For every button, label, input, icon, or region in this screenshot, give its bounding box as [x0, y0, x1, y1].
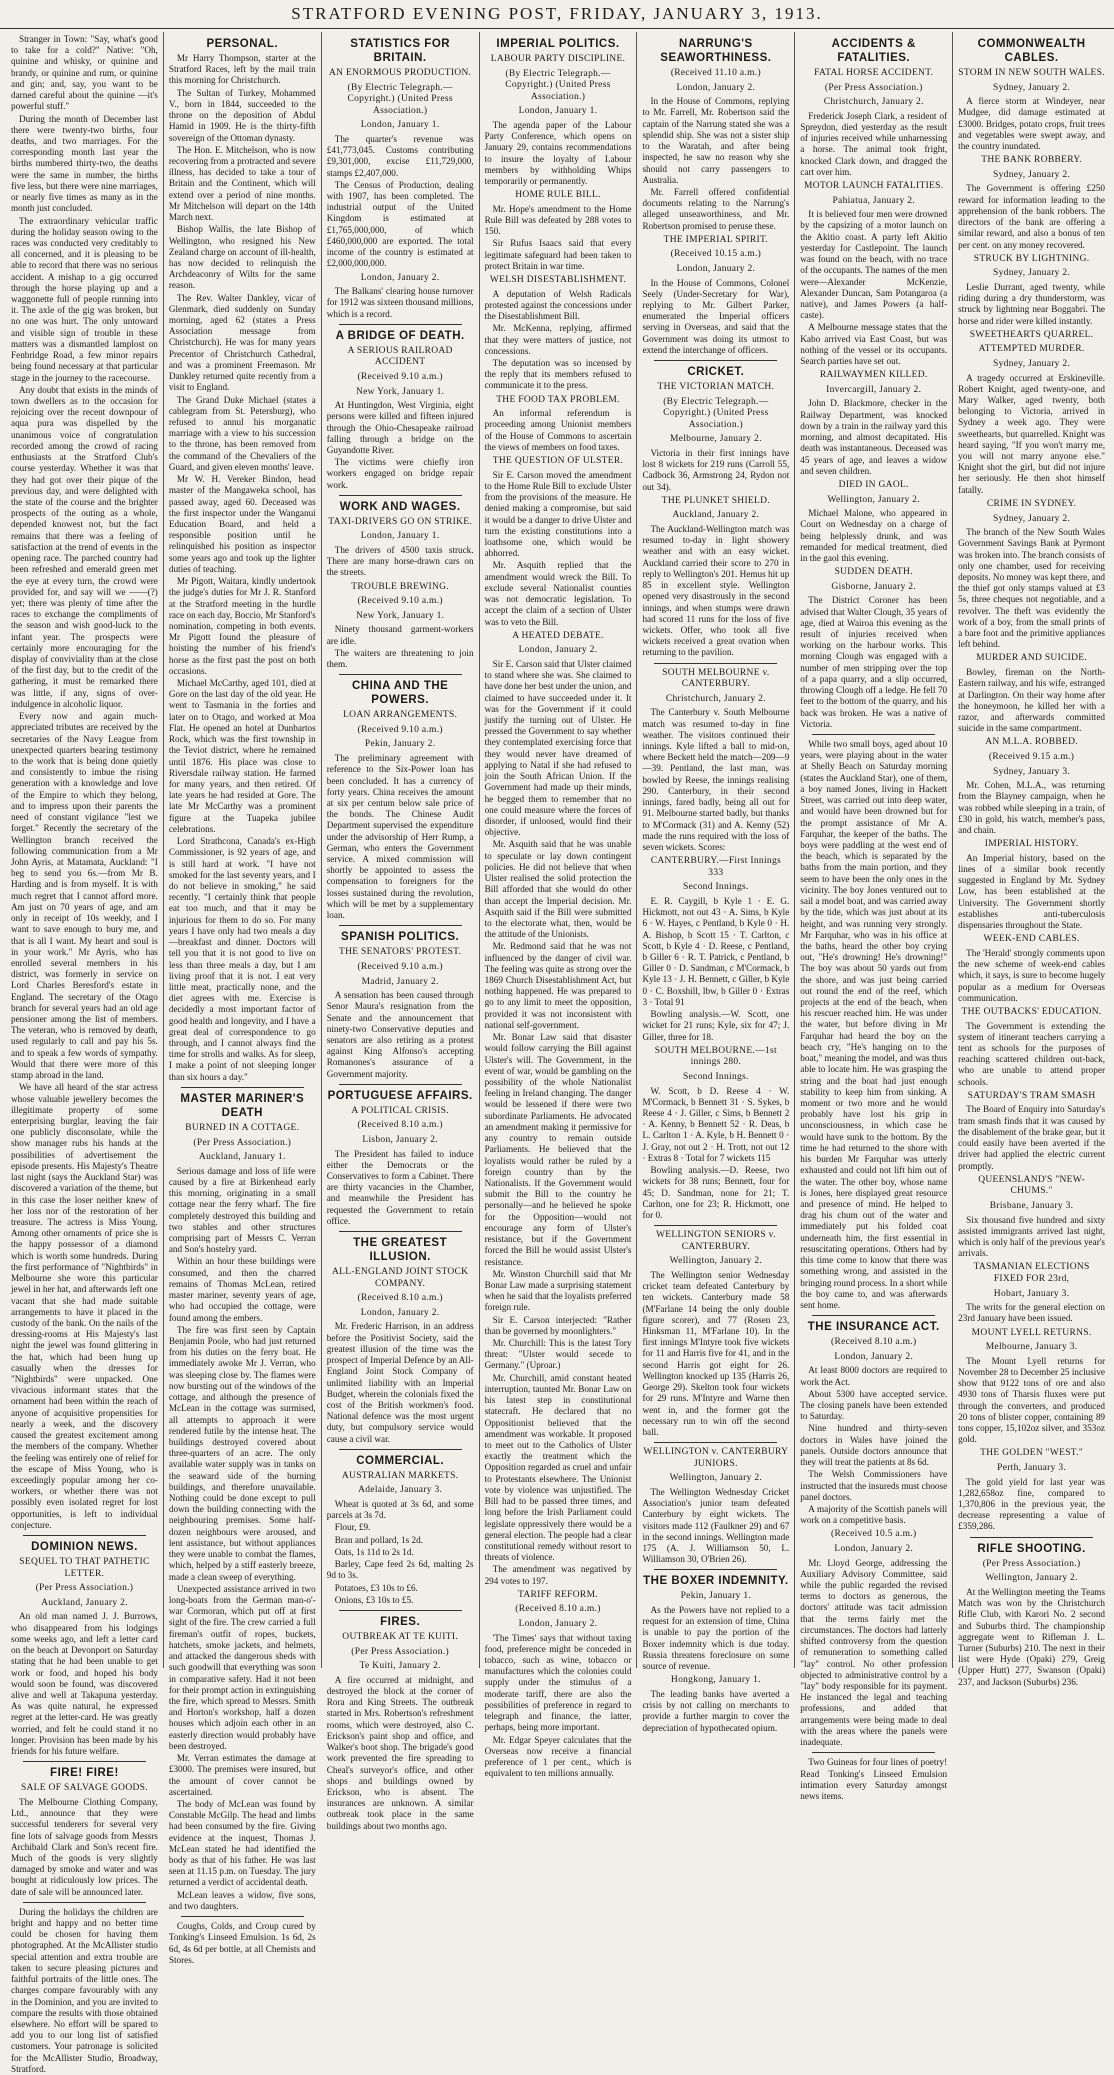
article-paragraph: Mr. Frederic Harrison, in an address before the Positivist Society, said the greatest illusion of the time was the prospect of Imperial Defence by an All-England Joint Stock Company of unlimited liability with an Imperial Budget, wherein the colonials fixed the cost of the British workmen's food. National defence was the most urgent duty, but compulsory service would cause a civil war. — [326, 1321, 474, 1444]
article-paragraph: Mr. Verran estimates the damage at £3000. The premises were insured, but the amount of cover cannot be ascertained. — [168, 1753, 316, 1797]
section-subheading: (Received 8.10 a.m.) — [357, 1293, 443, 1304]
article-paragraph: The Mount Lyell returns for November 28 to December 25 inclusive show that 9122 tons of ore and also 4930 tons of Tharsis fluxes were put through the converters, and produced 20 tons of blister copper, containing 89 tons copper, 15,102oz silver, and 353oz gold. — [958, 1355, 1106, 1445]
section-subheading: Sydney, January 3. — [993, 766, 1071, 777]
section-subheading: London, January 1. — [360, 120, 440, 131]
article-paragraph: The preliminary agreement with reference to the Six-Power loan has been concluded. It has a currency of forty years. China receives the amount at six per centum below sale price of the bonds. The Chinese Audit Department supervised the expenditure under the advisorship of Herr Rump, a German, who enters the Government service. A mixed commission will shortly be appointed to assess the compensation to foreigners for the losses sustained during the revolution, which will be met by a supplementary loan. — [326, 753, 474, 921]
section-subheading: Brisbane, January 3. — [989, 1200, 1074, 1211]
section-headline: THE BOXER INDEMNITY. — [643, 1575, 789, 1588]
section-subheading: Sydney, January 2. — [993, 169, 1071, 180]
column-2 — [163, 32, 321, 1965]
article-paragraph: Oats, 1s 11d to 2s 1d. — [334, 1546, 414, 1557]
section-headline: PORTUGUESE AFFAIRS. — [327, 1089, 473, 1102]
article-paragraph: It is believed four men were drowned by the capsizing of a motor launch on the Akitio coast. A party left Akitio yesterday for Castlepoint. The launch was found on the beach, with no trace of the occupants. The names of the men were—Alexander McKenzie, Alexander Duncan, Sam Potangaroa (a native), and James Powers (a half-caste). — [800, 209, 948, 321]
section-subheading: London, January 2. — [834, 1543, 914, 1554]
column-divider-rule — [339, 1449, 462, 1450]
section-subheading: SOUTH MELBOURNE v. CANTERBURY. — [662, 667, 770, 690]
article-paragraph: Within an hour these buildings were consumed, and then the charred remains of Thomas McLean, retired master mariner, seventy years of age, who had occupied the cottage, were found among the embers. — [168, 1256, 316, 1323]
column-4 — [479, 32, 637, 1779]
columns — [6, 32, 1110, 2074]
section-subheading: BURNED IN A COTTAGE. — [185, 1122, 300, 1133]
article-paragraph: Mr. Farrell offered confidential documents relating to the Narrung's alleged unseaworthiness, and Mr. Robertson promised to peruse these. — [642, 186, 790, 231]
section-subheading: WELLINGTON SENIORS v. CANTERBURY. — [655, 1230, 776, 1252]
section-subheading: New York, January 1. — [355, 386, 445, 397]
section-headline: COMMONWEALTH CABLES. — [977, 38, 1086, 65]
article-paragraph: Sir E. Carson interjected: "Rather than be governed by moonlighters." — [484, 1314, 632, 1336]
section-subheading: A POLITICAL CRISIS. — [351, 1105, 449, 1116]
section-subheading: (Received 10.15 a.m.) — [670, 249, 762, 260]
section-subheading: TROUBLE BREWING. — [351, 581, 449, 592]
column-divider-rule — [654, 1225, 777, 1226]
section-subheading: Sydney, January 2. — [993, 358, 1071, 369]
article-paragraph: A sensation has been caused through Senor Maura's resignation from the Senate and the announcement that ninety-two Conservative deputies and senators are also retiring as a protest against King Alfonso's accepting Romanones's assurance of a Government majority. — [326, 990, 474, 1079]
section-subheading: Auckland, January 2. — [41, 1597, 128, 1608]
section-subheading: (Received 9.10 a.m.) — [357, 724, 443, 735]
section-headline: RIFLE SHOOTING. — [977, 1542, 1086, 1555]
article-paragraph: A fire occurred at midnight, and destroyed the block at the corner of Rora and King Streets. The outbreak started in Mrs. Robertson's refreshment rooms, which were destroyed, also C. Erickson's paint shop and office, and Walker's boot shop. The brigade's good work prevented the fire spreading to Cheal's surveyor's office, and other shops and buildings owned by Erickson, who is absent. The insurances are unknown. A similar outbreak took place in the same buildings about two months ago. — [326, 1674, 474, 1831]
article-paragraph: The victims were chiefly iron workers engaged on bridge repair work. — [326, 457, 474, 490]
section-subheading: THE GOLDEN "WEST." — [980, 1448, 1084, 1459]
article-paragraph: The waiters are threatening to join them. — [326, 647, 474, 670]
section-subheading: London, January 2. — [834, 1351, 914, 1362]
section-subheading: A HEATED DEBATE. — [512, 630, 604, 641]
column-6 — [794, 32, 952, 1801]
article-paragraph: Mr. Hope's amendment to the Home Rule Bill was defeated by 288 votes to 150. — [484, 203, 632, 237]
article-paragraph: An informal referendum is proceeding among Unionist members of the House of Commons to ascertain the views of members on food taxes. — [484, 408, 632, 452]
section-headline: A BRIDGE OF DEATH. — [335, 329, 465, 342]
article-paragraph: A majority of the Scottish panels will work on a competitive basis. — [800, 1503, 948, 1526]
section-subheading: (Per Press Association.) — [982, 1558, 1081, 1569]
article-paragraph: Bowley, fireman on the North-Eastern railway, and his wife, estranged at Darlington. On their way home after the honeymoon, he killed her with a razor, and afterwards committed suicide in the same compartment. — [958, 667, 1106, 734]
article-paragraph: Any doubt that exists in the minds of town dwellers as to the occasion for rejoicing over the recent downpour of aqua pura was dispelled by the unanimous voice of congratulation recorded among the crowd of racing enthusiasts at the Stratford Club's course yesterday. Whether it was that they had got over their pique of the previous day, and were delighted with the state of the course and the brighter prospects of the outing as a whole, depended knowest not, but the fact remains that there was a feeling of satisfaction at the trend of events in the opening race. The parched country had been refreshed and emerald green met the eye at every turn, the crowd were provided for, and say will we ——(?) yet; there was plenty of time after the races to exchange the compliments of the season and wish good-luck to the infant year. The prospects were certainly more encouraging for the display of conviviality than at the close of the first day, but to the credit of the gathering, it must be remarked there was little, if any, signs of over-indulgence in alcoholic liquor. — [11, 384, 158, 709]
article-paragraph: During the month of December last there were twenty-two births, four deaths, and two marriages. For the corresponding month last year the births numbered thirty-two, the deaths were the same in number, the births five less, but there were nine marriages, or nearly five times as many as in the month just concluded. — [11, 113, 158, 214]
article-paragraph: An old man named J. J. Burrows, who disappeared from his lodgings some weeks ago, and left a letter card on the beach at Devonport on Saturday stating that he had been unable to get work or food, and hoped his body would soon be found, was discovered alive and well at Takapuna yesterday. As was quite natural, he expressed regret at the letter-card. He was greatly worried, and felt he could stand it no longer. Provision has been made by his friends for his future welfare. — [11, 1611, 158, 1757]
section-subheading: Perth, January 3. — [997, 1463, 1067, 1474]
section-subheading: IMPERIAL HISTORY. — [984, 839, 1079, 850]
article-paragraph: W. Scott, b D. Reese 4 · W. M'Cormack, b Bennett 31 · S. Sykes, b Reese 4 · J. Giller, c Sims, b Bennett 2 · A. Kenny, b Bennett 52 · R. Deas, b L. Carlton 1 · A. Kyle, b H. Bennett 0 · J. Gray, not out 2 · H. Trott, not out 12 · Extras 8 · Total for 7 wickets 115 — [642, 1085, 790, 1163]
article-paragraph: The gold yield for last year was 1,282,658oz fine, compared to 1,370,806 in the previous year, the decrease representing a value of £359,286. — [958, 1476, 1106, 1532]
article-paragraph: Bishop Wallis, the late Bishop of Wellington, who resigned his New Zealand charge on account of ill-health, has now decided to relinquish the Archdeaconry of Wilts for the same reason. — [168, 224, 316, 291]
section-headline: CHINA AND THE POWERS. — [351, 680, 449, 707]
section-headline: SPANISH POLITICS. — [341, 931, 460, 944]
article-paragraph: A tragedy occurred at Erskineville. Robert Knight, aged twenty-one, and Mary Walker, aged twenty, both belonging to Victoria, arrived in Sydney a week ago. They were sweethearts, but quarrelled. Knight was heard saying, "If you won't marry me, you will not marry anyone else." Knight shot the girl, but did not injure her seriously. He then shot himself fatally. — [958, 372, 1106, 495]
section-subheading: OUTBREAK AT TE KUITI. — [342, 1632, 459, 1643]
section-subheading: DIED IN GAOL. — [838, 479, 909, 490]
section-subheading: Auckland, January 2. — [672, 510, 760, 521]
section-subheading: (Received 9.10 a.m.) — [357, 961, 443, 972]
article-paragraph: Nine hundred and thirty-seven doctors in Wales have joined the panels. Outside doctors announce that they will treat the patients at 8s 6d. — [800, 1423, 948, 1468]
section-subheading: SUDDEN DEATH. — [834, 567, 913, 578]
section-subheading: Auckland, January 1. — [198, 1152, 286, 1163]
article-paragraph: During the holidays the children are bright and happy and no better time could be chosen for having them photographed. At the McAllister studio special attention and extra trouble are taken to secure pleasing pictures and faithful portraits of the little ones. The charges compare favourably with any in the Dominion, and you are invited to compare the results with those obtained elsewhere. No effort will be spared to add you to our long list of satisfied customers. Your patronage is solicited for the McAllister Studio, Broadway, Stratford. — [11, 1906, 158, 2074]
section-subheading: THE FOOD TAX PROBLEM. — [496, 394, 620, 405]
column-divider-rule — [654, 360, 777, 361]
section-subheading: THE IMPERIAL SPIRIT. — [663, 234, 769, 245]
article-paragraph: Two Guineas for four lines of poetry! Read Tonking's Linseed Emulsion intimation every Saturday amongst news items. — [800, 1757, 948, 1801]
section-headline: ACCIDENTS & FATALITIES. — [831, 38, 916, 65]
section-subheading: THE BANK ROBBERY. — [981, 155, 1082, 166]
article-paragraph: Mr Pigott, Waitara, kindly undertook the judge's duties for Mr J. R. Stanford at the Stratford meeting in the hurdle race on each day, Boccio, Mr Stanford's nomination, competing in both events. Mr Pigott found the pleasure of hoisting the number of his friend's horse as the first past the post on both occasions. — [168, 576, 316, 676]
section-subheading: Sydney, January 2. — [993, 268, 1071, 279]
section-subheading: CRIME IN SYDNEY. — [986, 498, 1077, 509]
article-paragraph: The Board of Enquiry into Saturday's tram smash finds that it was caused by the disablement of the brake gear, but it could easily have been averted if the driver had applied the electric current promptly. — [958, 1104, 1106, 1171]
article-paragraph: Lord Strathcona, Canada's ex-High Commissioner, is 92 years of age, and is still hard at work. "I have not smoked for the last seventy years, and I do not believe in smoking," he said recently. "I certainly think that people eat too much, and that it may be injurious for them to do so. For many years I have only had two meals a day—breakfast and dinner. Doctors will tell you that it is not good to live on less than three meals a day, but I am living proof that it is not. I eat very little meat, practically none, and the diet agrees with me. Exercise is decidedly a most important factor of good health and longevity, and I have a great deal of correspondence to go through, and I cannot always find the time for strolls and walks. As for sleep, I make a point of not sleeping longer than six hours a day." — [168, 836, 316, 1082]
article-paragraph: Mr. Churchill: This is the latest Tory threat: "Ulster would secede to Germany." (Uproar.) — [484, 1338, 632, 1371]
section-subheading: London, January 1. — [518, 106, 598, 117]
article-paragraph: Michael Malone, who appeared in Court on Wednesday on a charge of being helplessly drunk, and was remanded for medical treatment, died in the gaol this evening. — [800, 508, 948, 564]
column-divider-rule — [339, 674, 462, 675]
article-paragraph: We have all heard of the star actress whose valuable jewellery becomes the illegitimate property of some enterprising burglar, leaving the fair one publicly disconsolate, while the show manager rubs his hands at the possibilities of advertisement the episode presents. His Majesty's Theatre last night (says the Auckland Star) was discovered a variation of the theme, but in this case the loser neither knew of her loss nor of the restoration of her treasure. The actress is Miss Young. Among other ornaments of price she is the happy possessor of a diamond which is worth some hundreds. During the first performance of "Nightbirds" in Melbourne she wore this particular jewel in her hat, and afterwards left one vacant that she had made suitable arrangements to have it placed in the custody of the bank. On the nails of the dressing-rooms at His Majesty's last night the jewel was found glittering in the hat, which had been hung up casually when the dresses for "Nightbirds" were unpacked. One vivacious informant states that the ornament had been within the reach of anyone of acquisitive propensities for nearly a week, and the discovery caused the greatest excitement among the members of the company. Whether the feeling was entirely one of relief for the escape of Miss Young, who is exceedingly popular among her co-workers, or whether there was not possibly even isolated regret for lost opportunities, is left to individual conjecture. — [11, 1082, 158, 1530]
column-divider-rule — [812, 734, 935, 735]
section-headline: PERSONAL. — [206, 38, 279, 50]
article-paragraph: Mr. Edgar Speyer calculates that the Overseas now receive a financial preference of 1 per cent., which is equivalent to ten millions annually. — [484, 1734, 632, 1779]
masthead: STRATFORD EVENING POST, FRIDAY, JANUARY 3, 1913. — [0, 0, 1114, 29]
article-paragraph: The Wellington senior Wednesday cricket team defeated Canterbury by ten wickets. Canterbury made 58 (M'Farlane 14 being the only double figure scorer), and 77 (Rosen 23, Hinksman 11, M'Farlane 10). In the first innings M'Intyre took five wickets for 11 and Harris five for 41, and in the second Harris got eight for 26. Wellington knocked up 135 (Harris 26, George 29). Skelton took four wickets for 29 runs. M'Intyre and Warne then went in, and the former got the necessary run to win off the second ball. — [642, 1269, 790, 1437]
article-paragraph: The Balkans' clearing house turnover for 1912 was sixteen thousand millions, which is a record. — [326, 286, 474, 319]
article-paragraph: Mr. Asquith replied that the amendment would wreck the Bill. To exclude several Nationalist counties was not democratic legislation. To accept the claim of a section of Ulster was to veto the Bill. — [484, 560, 632, 627]
section-headline: CRICKET. — [687, 366, 745, 379]
column-divider-rule — [23, 1902, 146, 1903]
article-paragraph: The amendment was negatived by 294 votes to 197. — [484, 1564, 632, 1586]
article-paragraph: The extraordinary vehicular traffic during the holiday season owing to the races was conducted very creditably to all concerned, and it is pleasing to be able to record that there was no serious accident. A mishap to a gig occurred through the horse playing up and a waggonette full of people running into it. The axle of the gig was broken, but no one was hurt. The only untoward and visible sign of trouble in these matters was a dismantled lamplost on Fenbridge Road, a few minor repairs being found necessary at that particular stage in the journey to the racecourse. — [11, 215, 158, 383]
section-subheading: Wellington, January 2. — [669, 1473, 763, 1484]
section-subheading: (By Electric Telegraph.—Copyright.) (United Press Association.) — [347, 82, 453, 116]
column-divider-rule — [812, 1315, 935, 1316]
section-subheading: AUSTRALIAN MARKETS. — [341, 1470, 459, 1481]
article-paragraph: Sir Rufus Isaacs said that every legitimate safeguard had been taken to protect Britain in war time. — [484, 238, 632, 271]
article-paragraph: Serious damage and loss of life were caused by a fire at Birkenhead early this morning, originating in a small cottage near the ferry wharf. The fire completely destroyed this building and two stables and other structures comprising part of Messrs C. Verran and Son's hostelry yard. — [168, 1165, 316, 1255]
section-subheading: FATAL HORSE ACCIDENT. — [814, 68, 934, 79]
section-headline: MASTER MARINER'S DEATH — [180, 1092, 305, 1119]
section-subheading: London, January 2. — [518, 1619, 598, 1629]
section-subheading: WEEK-END CABLES. — [983, 934, 1080, 945]
article-paragraph: A fierce storm at Windeyer, near Mudgee, did damage estimated at £3000. Bridges, potato crops, fruit trees and vegetables were swept away, and the country inundated. — [958, 96, 1106, 152]
article-paragraph: 'The Times' says that without taxing food, preference might be conceded in tobacco, such as wine, tobacco or manufactures which the colonies could supply under the stimulus of a moderate tariff, there are also the possibilities of preference in regard to telegraph and finance, the latter, perhaps, being more important. — [484, 1632, 632, 1733]
article-paragraph: The Government is extending the system of itinerant teachers carrying a tent as schools for the purposes of reaching scattered children out-back, who are unable to attend proper schools. — [958, 1020, 1106, 1087]
section-subheading: (Received 11.10 a.m.) — [670, 68, 761, 79]
article-paragraph: An Imperial history, based on the lines of a similar book recently suggested in England by Mr. Sydney Low, has been established at the University. The Government shortly establishes anti-tuberculosis dispensaries throughout the State. — [958, 852, 1106, 931]
section-headline: FIRES. — [380, 1616, 421, 1629]
section-subheading: London, January 2. — [676, 263, 756, 274]
article-paragraph: The Sultan of Turkey, Mohammed V., born in 1844, succeeded to the throne on the deposition of Abdul Hamid in 1909. He is the thirty-fifth sovereign of the Ottoman dynasty. — [168, 87, 316, 143]
article-paragraph: The 'Herald' strongly comments upon the new scheme of week-end cables which, it says, is sure to become hugely popular as a medium for Overseas communication. — [958, 947, 1106, 1003]
column-5 — [636, 32, 794, 1733]
article-paragraph: The body of McLean was found by Constable McGilp. The head and limbs had been consumed by the fire. Giving evidence at the inquest, Thomas J. McLean stated he had identified the body as that of his father. He was last seen at 11.15 p.m. on Tuesday. The jury returned a verdict of accidental death. — [168, 1798, 316, 1888]
section-headline: THE INSURANCE ACT. — [807, 1321, 940, 1334]
article-paragraph: Potatoes, £3 10s to £6. — [334, 1582, 418, 1593]
section-subheading: STRUCK BY LIGHTNING. — [973, 253, 1090, 264]
article-paragraph: Unexpected assistance arrived in two long-boats from the German man-o'-war Cormoran, which put off at first sight of the fire. The crew carried a full fireman's outfit of ropes, buckets, hatchets, smoke jackets, and helmets, and attacked the dangerous sheds with such goodwill that everything was soon in comparative safety. Had it not been for their prompt action in extinguishing the fire, which spread to Messrs. Smith and Horton's workshop, half a dozen houses which adjoin each other in an easterly direction would probably have been destroyed. — [168, 1583, 316, 1751]
article-paragraph: At least 8000 doctors are required to work the Act. — [800, 1365, 948, 1387]
column-divider-rule — [812, 1752, 935, 1753]
article-paragraph: The District Coroner has been advised that Walter Clough, 35 years of age, died at Wairoa this evening as the result of injuries received when working on the harbour works. This morning Clough was engaged with a number of men stripping over the top of a papa quarry, and a slip occurred, throwing Clough off a ledge. He fell 70 feet to the bottom of the quarry, and his back was broken. He was a native of Victoria. — [800, 595, 948, 729]
section-headline: NARRUNG'S SEAWORTHINESS. — [660, 38, 772, 65]
section-headline: THE GREATEST ILLUSION. — [353, 1237, 448, 1264]
section-subheading: TAXI-DRIVERS GO ON STRIKE. — [328, 516, 473, 527]
section-subheading: (Received 8.10 a.m.) — [515, 1604, 601, 1615]
section-subheading: SATURDAY'S TRAM SMASH — [967, 1090, 1096, 1101]
section-subheading: (Received 8.10 a.m.) — [831, 1337, 917, 1348]
article-paragraph: A Melbourne message states that the Kabo arrived via East Coast, but was nothing of the vessel or its occupants. Search parties have set out. — [800, 322, 948, 367]
article-paragraph: E. R. Caygill, b Kyle 1 · E. G. Hickmott, not out 43 · A. Sims, b Kyle 6 · W. Hayes, c Pentland, b Kyle 0 · H. A. Bishop, b Scott 15 · T. Carlton, c Scott, b Kyle 4 · D. Reese, c Pentland, b Giller 6 · R. T. Patrick, c Pentland, b Giller 0 · D. Sandman, c M'Cormack, b Kyle 13 · J. H. Bennett, c Giller, b Kyle 0 · C. Boxshill, lbw, b Giller 0 · Extras 3 · Total 91 — [642, 895, 790, 1007]
section-subheading: Second Innings. — [683, 1071, 749, 1082]
section-subheading: Melbourne, January 3. — [985, 1342, 1078, 1353]
article-paragraph: At Huntingdon, West Virginia, eight persons were killed and fifteen injured through the Ohio-Chesapeake railroad falling through a bridge on the Guyandotte River. — [326, 400, 474, 455]
article-paragraph: Stranger in Town: "Say, what's good to take for a cold?" Native: "Oh, quinine and whisky, or quinine and brandy, or quinine and rum, or quinine and gin; and, say, you want to be darned careful about the quinine —it's powerful stuff." — [11, 34, 158, 112]
section-subheading: Invercargill, January 2. — [826, 384, 922, 395]
article-paragraph: In the House of Commons, replying to Mr. Farrell, Mr. Robertson said the captain of the Narrung stated she was a splendid ship. She was not a sister ship to the Waratah, and after being inspected, he saw no reason why she should not carry passengers to Australia. — [642, 96, 790, 185]
section-subheading: MOTOR LAUNCH FATALITIES. — [804, 181, 944, 192]
article-paragraph: The deputation was so incensed by the reply that its members refused to communicate it to the press. — [484, 358, 632, 391]
section-subheading: Hongkong, January 1. — [670, 1675, 761, 1686]
article-paragraph: The President has failed to induce either the Democrats or the Conservatives to form a Cabinet. There are thirty vacancies in the Chamber, and meanwhile the President has requested the Government to retain office. — [326, 1148, 474, 1226]
article-paragraph: Mr. Winston Churchill said that Mr Bonar Law made a surprising statement when he said that the loyalists preferred foreign rule. — [484, 1268, 632, 1313]
article-paragraph: A deputation of Welsh Radicals protested against the concessions under the Disestablishment Bill. — [484, 288, 632, 322]
section-subheading: Sydney, January 2. — [993, 82, 1071, 93]
section-subheading: THE QUESTION OF ULSTER. — [492, 456, 624, 467]
article-paragraph: Mr. Lloyd George, addressing the Auxiliary Advisory Committee, said while the public regarded the revised terms to doctors as generous, the doctors' attitude was tacit admission that the terms fairly met the circumstances. The doctors had latterly shifted controversy from the question of remuneration to something called "lay" control. No other profession objected to administrative control by a "lay" body responsible for its payment. He instanced the legal and teaching professions, and added that arrangements were being made to deal with the areas where the panels were inadequate. — [800, 1557, 948, 1748]
article-paragraph: Mr. Churchill, amid constant heated interruption, taunted Mr. Bonar Law on his latest step in constitutional statecraft. He declared that no Oppositionist believed that the amendment was workable. It proposed to meet out to the Catholics of Ulster exactly the treatment which the Opposition regarded as cruel and unfair to Protestants elsewhere. The Unionist vote by violence was unjustified. The Bill had to be passed three times, and long before the Irish Parliament could legislate oppressively there would be a general election. The people had a clear constitutional remedy without resort to threats of violence. — [484, 1372, 632, 1563]
section-subheading: (Received 10.5 a.m.) — [831, 1529, 917, 1540]
column-divider-rule — [654, 1442, 777, 1443]
section-subheading: (By Electric Telegraph.—Copyright.) (United Press Association.) — [505, 68, 611, 102]
section-headline: IMPERIAL POLITICS. — [496, 38, 620, 50]
section-subheading: (Per Press Association.) — [824, 82, 923, 93]
section-subheading: HOME RULE BILL. — [515, 190, 601, 201]
column-divider-rule — [339, 1084, 462, 1085]
article-paragraph: Sir E. Carson said that Ulster claimed to stand where she was. She claimed to have done her best under the union, and claimed to have succeeded under it. It was for the Government if it could justify the turning out of Ulster. He pressed the Government to say whether they contemplated exercising force that they would never have dreamed of applying to Natal if she had refused to join the South African Union. If the Government had made up their minds, he begged them to remember that no one could measure where the forces of disorder, if unloosed, would find their objective. — [484, 658, 632, 838]
column-divider-rule — [339, 925, 462, 926]
article-paragraph: John D. Blackmore, checker in the Railway Department, was knocked down by a train in the railway yard this morning, and almost decapitated. His death was instantaneous. Deceased was 45 years of age, and leaves a widow and seven children. — [800, 398, 948, 476]
column-divider-rule — [23, 1535, 146, 1536]
article-paragraph: The Grand Duke Michael (states a cablegram from St. Petersburg), who refused to annul his morganatic marriage with a view to his succession to the throne, has been removed from the command of the Chevaliers of the Guard, and given eleven months' leave. — [168, 394, 316, 472]
section-subheading: Lisbon, January 2. — [362, 1135, 438, 1146]
article-paragraph: The drivers of 4500 taxis struck. There are many horse-drawn cars on the streets. — [326, 545, 474, 578]
section-subheading: MOUNT LYELL RETURNS. — [971, 1327, 1092, 1338]
section-subheading: London, January 2. — [676, 82, 756, 93]
section-subheading: Pahiatua, January 2. — [832, 195, 915, 206]
article-paragraph: Mr W. H. Vereker Bindon, head master of the Mangaweka school, has passed away, aged 60. Deceased was the first inspector under the Wanganui Education Board, and held a responsible position until he relinquished his position as inspector some years ago and took up the lighter duties of teaching. — [168, 474, 316, 574]
column-divider-rule — [970, 1537, 1093, 1538]
article-paragraph: Onions, £3 10s to £5. — [334, 1594, 414, 1605]
section-subheading: London, January 1. — [360, 531, 440, 542]
column-divider-rule — [339, 1610, 462, 1611]
article-paragraph: Bowling analysis.—W. Scott, one wicket for 21 runs; Kyle, six for 47; J. Giller, three for 18. — [642, 1009, 790, 1042]
article-paragraph: The Welsh Commissioners have instructed that the insureds must choose panel doctors. — [800, 1469, 948, 1502]
section-headline: DOMINION NEWS. — [31, 1541, 138, 1554]
section-subheading: Wellington, January 2. — [827, 494, 920, 505]
article-paragraph: The agenda paper of the Labour Party Conference, which opens on January 29, contains recommendations to insure the loyalty of Labour members by withholding Whips temporarily or permanently. — [484, 119, 632, 186]
section-headline: STATISTICS FOR BRITAIN. — [350, 38, 451, 65]
section-subheading: (By Electric Telegraph.—Copyright.) (United Press Association.) — [663, 396, 769, 430]
section-subheading: Gisborne, January 2. — [831, 581, 917, 592]
article-paragraph: The Auckland-Wellington match was resumed to-day in light showery weather and with an easy wicket. Auckland carried their score to 270 in reply to Wellington's 201. Hemus hit up 85 in excellent style. Wellington opened very disastrously in the second innings, and when stumps were drawn had scored 11 runs for the loss of five wickets. Offer, who took all five wickets received a great ovation when returning to the pavilion. — [642, 524, 790, 658]
article-paragraph: While two small boys, aged about 10 years, were playing about in the water at Shelly Beach on Saturday morning (states the Auckland Star), one of them, a boy named Jones, living in Hackett Street, was carried out into deep water, and would have been drowned but for the prompt assistance of Mr A. Farquhar, the keeper of the baths. The boys were paddling at the west end of the beach, which is separated by the baths from the main portion, and they seem to have been the only ones in the vicinity. The boy Jones ventured out to sail a model boat, and was carried away by the tide, which was just about at its height, and was running very strongly. Mr Farquhar, who was in his office at the baths, heard the other boy crying out, "He's drowning! He's drowning!" The boy was about 50 yards out from the shore, and was just being carried out round the end of the reef, which projects at the end of the beach, when his rescuer reached him. He was under the water, but before diving in Mr Farquhar had heard the boy on the beach cry, "He's hanging on to the boat," meaning the model, and was thus able to locate him. He was grasping the string and the boat had just enough stability to keep him from sinking. A moment or two more and he would probably have lost his grip in unconsciousness, in which case he would have sunk to the bottom. By the time he had returned to the shore with his burden Mr Farquhar was utterly exhausted and could not lift him out of the water. The other boy, whose name is Jones, here displayed great resource and presence of mind. He helped to drag his chum out of the water and immediately put his folded coat underneath him, the first essential in resuscitating operations. Others had by this time come to know that there was something wrong, and assisted in the bringing round process. In a short while the boy came to, and was afterwards sent home. — [800, 739, 948, 1310]
article-paragraph: The Melbourne Clothing Company, Ltd., announce that they were successful tenderers for several very fine lots of salvage goods from Messrs Archibald Clark and Son's recent fire. Much of the goods is very slightly damaged by smoke and water and was bought at ridiculously low prices. The date of sale will be announced later. — [11, 1796, 158, 1897]
column-divider-rule — [339, 1231, 462, 1232]
article-paragraph: Mr. Bonar Law said that disaster would follow carrying the Bill against Ulster's will. The Government, in the event of war, would be gambling on the possibility of the whole Nationalist feeling in Ireland changing. The danger would be lessened if there were two subordinate Parliaments. He advocated an amendment making it permissive for any country to remain outside Parliaments. He believed that the loyalists would rather be ruled by a foreign country than by the Nationalists. If the Government would submit the Bill to the country he personally—and he believed he spoke for the Opposition—would not encourage any form of Ulster's resistance, but if the Government forced the Bill he would assist Ulster's resistance. — [484, 1032, 632, 1267]
article-paragraph: Ninety thousand garment-workers are idle. — [326, 624, 474, 646]
section-subheading: ATTEMPTED MURDER. — [978, 344, 1085, 355]
section-subheading: THE PLUNKET SHIELD. — [661, 495, 770, 506]
article-paragraph: About 5300 have accepted service. The closing panels have been extended to Saturday. — [800, 1388, 948, 1422]
section-subheading: New York, January 1. — [355, 610, 445, 621]
section-subheading: Pekin, January 1. — [680, 1591, 752, 1602]
section-subheading: ALL-ENGLAND JOINT STOCK COMPANY. — [331, 1267, 469, 1289]
article-paragraph: Flour, £9. — [334, 1522, 371, 1533]
column-divider-rule — [23, 1761, 146, 1762]
section-subheading: SALE OF SALVAGE GOODS. — [20, 1783, 148, 1794]
section-subheading: MURDER AND SUICIDE. — [976, 653, 1088, 664]
article-paragraph: The fire was first seen by Captain Benjamin Poole, who had just returned from his duties on the ferry boat. He immediately awoke Mr J. Verran, who was sleeping close by. The flames were now bursting out of the windows of the cottage, and although the presence of McLean in the cottage was surmised, all attempts to approach it were rendered futile by the intense heat. The buildings destroyed covered about three-quarters of an acre. The only available water supply was in tanks on the seaward side of the burning buildings, and therefore unavailable. Nothing could be done except to pull down the building connecting with the neighbouring premises. Some half-dozen neighbours were aroused, and lent assistance, but without appliances they were unable to combat the flames, which, helped by a stiff easterly breeze, made a clean sweep of everything. — [168, 1324, 316, 1582]
section-subheading: TASMANIAN ELECTIONS FIXED FOR 23rd, — [973, 1262, 1090, 1284]
section-subheading: (Received 9.10 a.m.) — [357, 371, 443, 382]
column-divider-rule — [181, 1087, 304, 1088]
section-subheading: (Per Press Association.) — [193, 1137, 292, 1148]
section-subheading: London, January 2. — [360, 272, 440, 283]
section-subheading: SOUTH MELBOURNE.—1st innings 280. — [654, 1045, 777, 1068]
column-divider-rule — [339, 324, 462, 325]
column-divider-rule — [181, 1916, 304, 1917]
column-3 — [321, 32, 479, 1831]
section-subheading: SEQUEL TO THAT PATHETIC LETTER. — [19, 1557, 150, 1579]
section-subheading: Second Innings. — [683, 882, 749, 893]
section-subheading: (Received 8.10 a.m.) — [357, 1120, 443, 1131]
section-subheading: (Per Press Association.) — [351, 1646, 449, 1657]
section-subheading: AN M.L.A. ROBBED. — [985, 737, 1078, 748]
section-subheading: RAILWAYMEN KILLED. — [819, 370, 928, 381]
section-subheading: LOAN ARRANGEMENTS. — [343, 710, 458, 721]
article-paragraph: McLean leaves a widow, five sons, and two daughters. — [168, 1889, 316, 1911]
article-paragraph: The quarter's revenue was £41,773,045. Customs contributing £9,301,000, excise £11,729,000, stamps £2,407,000. — [326, 133, 474, 178]
article-paragraph: The leading banks have averted a crisis by not calling on merchants to provide a further margin to cover the depreciation of hypothecated opium. — [642, 1688, 790, 1733]
section-subheading: A SERIOUS RAILROAD ACCIDENT — [347, 345, 453, 368]
column-divider-rule — [339, 495, 462, 496]
section-subheading: Madrid, January 2. — [361, 976, 439, 987]
column-1 — [6, 32, 163, 2074]
section-subheading: Melbourne, January 2. — [669, 434, 762, 445]
article-paragraph: Wheat is quoted at 3s 6d, and some parcels at 3s 7d. — [326, 1499, 474, 1521]
section-subheading: TARIFF REFORM. — [518, 1589, 598, 1600]
column-divider-rule — [654, 663, 777, 664]
article-paragraph: Michael McCarthy, aged 101, died at Gore on the last day of the old year. He went to Tasmania in the forties and later on to Otago, and worked at Moa Flat. He opened an hotel at Dunbartos Rock, which was the first township in the Teviot district, where he remained until 1876. His place was close to Riversdale railway station. He farmed for many years, and then retired. Of late years he had resided at Gore. The late Mr McCarthy was a prominent figure at the Tuapeka jubilee celebrations. — [168, 678, 316, 834]
article-paragraph: Bowling analysis.—D. Reese, two wickets for 38 runs; Bennett, four for 45; D. Sandman, none for 21; T. Carlton, one for 23; R. Hickmott, one for 0. — [642, 1165, 790, 1220]
article-paragraph: Six thousand five hundred and sixty assisted immigrants arrived last night, which is only half of the previous year's arrivals. — [958, 1214, 1106, 1259]
section-subheading: Wellington, January 2. — [669, 1256, 763, 1267]
section-subheading: Pekin, January 2. — [364, 739, 436, 750]
section-subheading: SWEETHEARTS QUARREL. — [969, 329, 1094, 340]
article-paragraph: As the Powers have not replied to a request for an extension of time, China is unable to pay the portion of the Boxer indemnity which is due today. Russia threatens foreclosure on some source of revenue. — [642, 1605, 790, 1672]
article-paragraph: The Wellington Wednesday Cricket Association's junior team defeated Canterbury by eight wickets. The visitors made 112 (Faulkner 29) and 67 in the second innings. Wellington made 175 (A. J. Williamson 50, L. Williamson 30, O'Brien 26). — [642, 1486, 790, 1565]
section-subheading: Sydney, January 2. — [993, 513, 1071, 524]
section-subheading: (Received 9.10 a.m.) — [357, 596, 443, 607]
section-subheading: Te Kuiti, January 2. — [359, 1661, 441, 1672]
section-subheading: London, January 2. — [360, 1307, 440, 1318]
section-subheading: THE SENATORS' PROTEST. — [339, 947, 462, 958]
article-paragraph: The Hon. E. Mitchelson, who is now recovering from a protracted and severe illness, has decided to take a tour of Britain and the Continent, which will extend over a period of nine months. Mr Mitchelson will depart on the 14th March next. — [168, 144, 316, 223]
article-paragraph: Every now and again much-appreciated tributes are received by the secretaries of the Navy League from unexpected quarters bearing testimony to the work that is being done quietly and consistently to imbue the rising generation with a knowledge and love of the Empire to which they belong, and to impress upon their parents the need of constant vigilance "lest we forget." Recently the secretary of the Wellington branch received the following communication from a Mr John Ayris, at Matamata, Auckland: "I beg to send you 6s.—from Mr B. Harding and is from myself. It is with much regret that I cannot afford more. Am just on 70 years of age, and am only in receipt of 10s weekly, and I want to save enough to bury me, and that is all I want. My heart and soul is in your work." Mr Ayris, who has enrolled several members in his district, was formerly in service on Lord Charles Beresford's estate in England. The secretary of the Otago branch for several years had an old age pensioner among the list of members. The veteran, who is removed by death, used regularly to call and pay his 5s. and to speak a few words of sympathy. Would that there were more of this stamp abroad in the land. — [11, 711, 158, 1081]
section-subheading: WELLINGTON v. CANTERBURY JUNIORS. — [643, 1447, 789, 1469]
article-paragraph: Mr. Redmond said that he was not influenced by the danger of civil war. The feeling was quite as strong over the 1869 Church Disestablishment Act, but nothing happened. He was prepared to go to any limit to meet the opposition, provided it was not inconsistent with national self-government. — [484, 941, 632, 1030]
section-subheading: THE OUTBACKS' EDUCATION. — [961, 1006, 1102, 1017]
article-paragraph: Mr Harry Thompson, starter at the Stratford Races, left by the mail train this morning for Christchurch. — [168, 53, 316, 86]
section-subheading: QUEENSLAND'S "NEW-CHUMS." — [978, 1174, 1085, 1197]
article-paragraph: Barley, Cape feed 2s 6d, malting 2s 9d to 3s. — [326, 1559, 474, 1581]
section-subheading: (Received 9.15 a.m.) — [988, 751, 1075, 762]
article-paragraph: Mr. McKenna, replying, affirmed that they were matters of justice, not concessions. — [484, 323, 632, 356]
section-subheading: WELSH DISESTABLISHMENT. — [489, 275, 627, 286]
section-subheading: AN ENORMOUS PRODUCTION. — [329, 68, 472, 79]
section-subheading: (Per Press Association.) — [35, 1583, 134, 1594]
article-paragraph: The Census of Production, dealing with 1907, has been completed. The industrial output of the United Kingdom is estimated at £1,765,000,000, of which £460,000,000 are exported. The total income of the country is estimated at £2,000,000,000. — [326, 179, 474, 269]
article-paragraph: The Canterbury v. South Melbourne match was resumed to-day in fine weather. The visitors continued their innings. Kyle lifted a ball to mid-on, where Beckett held the match—209—9—39. Pentland, the last man, was bowled by Reese, the innings realising 290. Canterbury, in their second innings, fared badly, being all out for 91. Melbourne started badly, but thanks to M'Cormack (31) and A. Kenny (52) made the runs required with the loss of seven wickets. Scores: — [642, 707, 790, 852]
column-7 — [952, 32, 1110, 1687]
section-subheading: THE VICTORIAN MATCH. — [657, 382, 775, 393]
article-paragraph: The branch of the New South Wales Government Savings Bank at Pyrmont was broken into. The branch consists of only one chamber, used for receiving deposits. No money was kept there, and the thief got only stamps valued at £3 5s, three cheques not negotiable, and a revolver. The theft was evidently the work of a boy, from the small prints of a bare foot and the primitive appliances left behind. — [958, 527, 1106, 650]
article-paragraph: Victoria in their first innings have lost 8 wickets for 219 runs (Carroll 55, Cadbock 36, Armstrong 24, Rydon not out 34). — [642, 447, 790, 492]
article-paragraph: Coughs, Colds, and Croup cured by Tonking's Linseed Emulsion. 1s 6d, 2s 6d, 4s 6d per bottle, at all Chemists and Stores. — [168, 1921, 316, 1965]
article-paragraph: The Government is offering £250 reward for information leading to the apprehension of the bank robbers. The directors of the bank are offering a similar reward, and also a bonus of ten per cent. on any money recovered. — [958, 183, 1106, 250]
article-paragraph: Mr. Asquith said that he was unable to speculate or lay down contingent policies. He did not believe that when Ulster realised the solid protection the Bill afforded that she would do other than accept the Imperial decision. Mr. Asquith said if the Bill were submitted to the electorate what, then, would be the attitude of the Unionists. — [484, 839, 632, 940]
section-subheading: Hobart, January 3. — [993, 1288, 1070, 1299]
section-subheading: LABOUR PARTY DISCIPLINE. — [490, 54, 626, 65]
section-subheading: CANTERBURY.—First Innings 333 — [650, 856, 782, 878]
article-paragraph: At the Wellington meeting the Teams Match was won by the Christchurch Rifle Club, with Karori No. 2 second and Suburbs third. The championship aggregate went to Rifleman J. L. Turner (Suburbs) 210. The next in their list were Hyde (Opaki) 279, Greig (Upper Hutt) 277, Swanson (Opaki) 237, and Jackson (Suburbs) 236. — [958, 1586, 1106, 1687]
section-headline: WORK AND WAGES. — [339, 500, 461, 513]
section-subheading: Adelaide, January 3. — [358, 1485, 443, 1496]
section-subheading: STORM IN NEW SOUTH WALES. — [958, 68, 1105, 79]
article-paragraph: Mr. Cohen, M.L.A., was returning from the Blayney campaign, when he was robbed while sleeping in a train, of £30 in gold, his watch, member's pass, and chain. — [958, 780, 1106, 835]
section-headline: COMMERCIAL. — [356, 1454, 445, 1467]
article-paragraph: Frederick Joseph Clark, a resident of Spreydon, died yesterday as the result of injuries received while unharnessing a horse. The animal took fright, knocked Clark down, and dragged the cart over him. — [800, 110, 948, 177]
article-paragraph: The Rev. Walter Dankley, vicar of Glenmark, died suddenly on Sunday morning, aged 62 (states a Press Association message from Christchurch). He was for many years Precentor of Christchurch Cathedral, and was a prominent Freemason. Mr Dankley returned quite recently from a visit to England. — [168, 292, 316, 393]
section-subheading: Christchurch, January 2. — [665, 693, 766, 704]
column-divider-rule — [654, 1569, 777, 1570]
section-subheading: Wellington, January 2. — [985, 1573, 1078, 1584]
section-subheading: Christchurch, January 2. — [823, 97, 924, 108]
article-paragraph: Bran and pollard, 1s 2d. — [334, 1534, 424, 1545]
article-paragraph: Sir E. Carson moved the amendment to the Home Rule Bill to exclude Ulster from the provisions of the measure. He denied making a compromise, but said it would be a danger to drive Ulster and turn the existing constitutions into a loathsome one, which would be abhorred. — [484, 469, 632, 559]
section-subheading: London, January 2. — [518, 645, 598, 656]
article-paragraph: Leslie Durrant, aged twenty, while riding during a dry thunderstorm, was struck by lightning near Boggabri. The horse and rider were killed instantly. — [958, 281, 1106, 326]
article-paragraph: The writs for the general election on 23rd January have been issued. — [958, 1302, 1106, 1324]
section-headline: FIRE! FIRE! — [50, 1767, 119, 1780]
article-paragraph: In the House of Commons, Colonel Seely (Under-Secretary for War), replying to Mr. Gilbert Parker, enumerated the Imperial officers serving in Overseas, and said that the Government was doing its utmost to extend the interchange of officers. — [642, 277, 790, 355]
